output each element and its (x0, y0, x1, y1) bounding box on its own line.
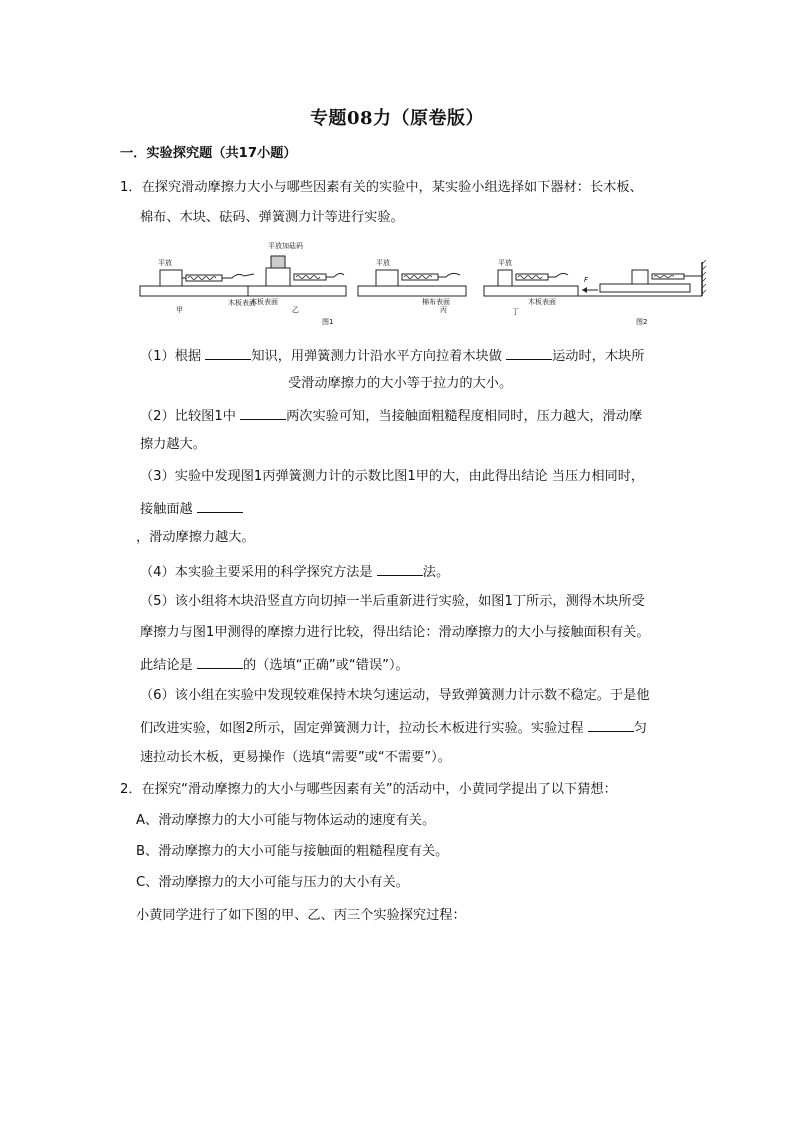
q1-p2-text-a: （2）比较图1中 (140, 409, 236, 424)
figure-2-caption: 图2 (636, 318, 648, 326)
q2-option-b: B、滑动摩擦力的大小可能与接触面的粗糙程度有关。 (136, 844, 449, 859)
q1-part-6-line-1: （6）该小组在实验中发现较难保持木块匀速运动，导致弹簧测力计示数不稳定。于是他 (140, 688, 650, 703)
surface-label-yi: 木板表面 (250, 298, 278, 306)
label-flat-ding: 平放 (498, 259, 512, 267)
surface-label-jia: 木板表面 (228, 299, 256, 307)
q1-part-6-line-3: 速拉动长木板，更易操作（选填“需要”或“不需要”）。 (140, 750, 451, 765)
q1-part-6-line-2 (140, 719, 647, 737)
q1-part-4-line (140, 563, 449, 581)
surface-label-ding: 木板表面 (528, 298, 556, 306)
q1-p1-text-a: （1）根据 (140, 349, 202, 364)
label-flat-bing: 平放 (376, 259, 390, 267)
q1-p5-text-c: 此结论是 (140, 658, 193, 673)
answer-blank[interactable] (197, 500, 243, 513)
q1-p4-text-a: （4）本实验主要采用的科学探究方法是 (140, 565, 373, 580)
answer-blank[interactable] (197, 656, 243, 669)
q2-tail: 小黄同学进行了如下图的甲、乙、丙三个实验探究过程： (136, 908, 466, 923)
surface-label-bing: 棉布表面 (422, 298, 450, 306)
q1-p1-text-b: 知识，用弹簧测力计沿水平方向拉着木块做 (251, 349, 502, 364)
q1-p3-text-b: 接触面越 (140, 502, 193, 517)
page-title: 专题08力（原卷版） (309, 108, 485, 129)
q1-part-1-line-1 (140, 347, 644, 365)
q1-part-2-line-2: 擦力越大。 (140, 437, 206, 452)
q1-part-1-line-2: 受滑动摩擦力的大小等于拉力的大小。 (288, 376, 513, 391)
q1-p6-text-b: 们改进实验，如图2所示，固定弹簧测力计，拉动长木板进行实验。实验过程 (140, 721, 584, 736)
caption-ding: 丁 (512, 308, 519, 316)
q1-part-3-line-1: （3）实验中发现图1丙弹簧测力计的示数比图1甲的大，由此得出结论 当压力相同时， (140, 469, 645, 484)
answer-blank[interactable] (377, 563, 423, 576)
setup-fig2 (576, 260, 706, 326)
q1-figure (136, 240, 710, 330)
q1-part-2-line-1 (140, 407, 642, 425)
label-weight-yi: 平放加砝码 (268, 242, 303, 250)
q1-p4-text-b: 法。 (422, 565, 450, 580)
q2-stem: 2．在探究“滑动摩擦力的大小与哪些因素有关”的活动中，小黄同学提出了以下猜想： (120, 782, 617, 797)
answer-blank[interactable] (506, 347, 552, 360)
answer-blank[interactable] (205, 347, 251, 360)
q2-option-c: C、滑动摩擦力的大小可能与压力的大小有关。 (136, 875, 409, 890)
label-flat-jia: 平放 (158, 259, 172, 267)
figure-1-caption: 图1 (322, 318, 334, 326)
caption-yi: 乙 (292, 306, 299, 314)
q1-p6-text-c: 匀 (633, 721, 647, 736)
q1-p2-text-b: 两次实验可知，当接触面粗糙程度相同时，压力越大，滑动摩 (286, 409, 643, 424)
answer-blank[interactable] (588, 719, 634, 732)
q1-part-5-line-3 (140, 656, 409, 674)
q1-stem-line-1: 1．在探究滑动摩擦力大小与哪些因素有关的实验中，某实验小组选择如下器材：长木板、 (120, 180, 643, 195)
q1-part-5-line-2: 摩擦力与图1甲测得的摩擦力进行比较，得出结论：滑动摩擦力的大小与接触面积有关。 (140, 625, 650, 640)
q1-part-5-line-1: （5）该小组将木块沿竖直方向切掉一半后重新进行实验，如图1丁所示，测得木块所受 (140, 594, 645, 609)
force-label: F (584, 276, 589, 284)
caption-bing: 丙 (440, 306, 447, 314)
setup-yi (248, 241, 346, 314)
answer-blank[interactable] (240, 407, 286, 420)
q1-part-3-line-3: ，滑动摩擦力越大。 (136, 530, 255, 545)
q1-stem-line-2: 棉布、木块、砝码、弹簧测力计等进行实验。 (140, 210, 404, 225)
q1-part-3-line-2 (140, 500, 243, 518)
q1-p1-text-c: 运动时，木块所 (552, 349, 645, 364)
setup-bing (358, 258, 466, 314)
section-heading: 一．实验探究题（共17小题） (120, 146, 297, 161)
caption-jia: 甲 (176, 306, 183, 314)
q1-p5-text-d: 的（选填“正确”或“错误”）。 (242, 658, 409, 673)
q2-option-a: A、滑动摩擦力的大小可能与物体运动的速度有关。 (136, 813, 436, 828)
friction-experiment-diagram (136, 240, 710, 330)
